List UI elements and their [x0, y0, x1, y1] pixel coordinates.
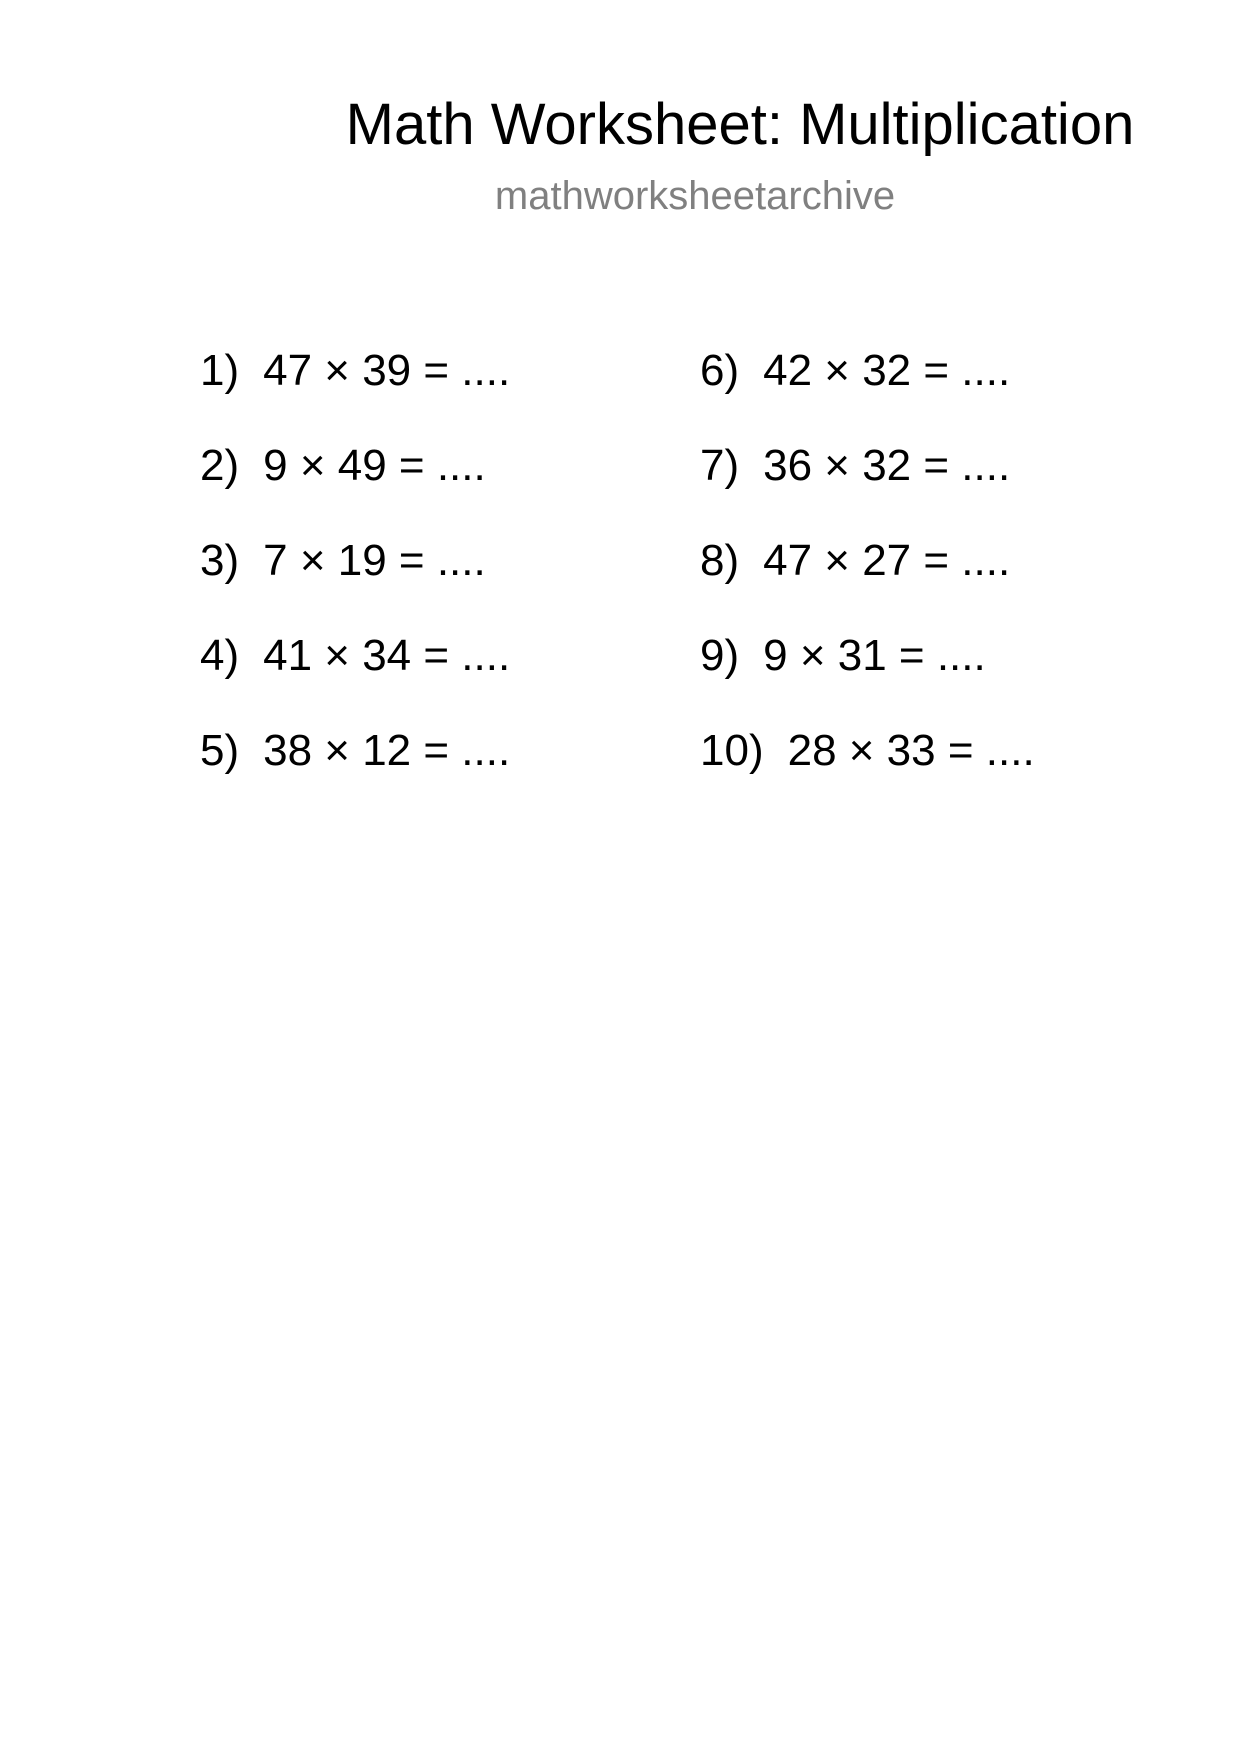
problem-item [700, 345, 1035, 440]
problem-number: 1) [200, 346, 240, 395]
problem-expression: 36 × 32 = .... [763, 441, 1011, 490]
problem-number: 4) [200, 631, 240, 680]
page-title: Math Worksheet: Multiplication [345, 92, 1135, 157]
problem-number: 10) [700, 726, 764, 775]
problem-expression: 47 × 39 = .... [263, 346, 511, 395]
problem-item [200, 630, 510, 725]
worksheet-header [0, 92, 1240, 219]
problem-item [200, 535, 510, 630]
problem-expression: 38 × 12 = .... [263, 726, 511, 775]
problem-expression: 9 × 31 = .... [763, 631, 986, 680]
problem-expression: 42 × 32 = .... [763, 346, 1011, 395]
problem-number: 3) [200, 536, 240, 585]
problem-item [700, 440, 1035, 535]
problem-number: 7) [700, 441, 740, 490]
problem-item [200, 345, 510, 440]
problem-expression: 41 × 34 = .... [263, 631, 511, 680]
problem-expression: 9 × 49 = .... [263, 441, 486, 490]
problem-number: 9) [700, 631, 740, 680]
problem-column-right [700, 345, 1035, 820]
problem-number: 6) [700, 346, 740, 395]
problem-number: 8) [700, 536, 740, 585]
problem-number: 2) [200, 441, 240, 490]
problem-item [200, 440, 510, 535]
problem-expression: 7 × 19 = .... [263, 536, 486, 585]
problem-column-left [200, 345, 510, 820]
problem-item [700, 630, 1035, 725]
problem-item [700, 535, 1035, 630]
page-subtitle: mathworksheetarchive [494, 173, 896, 218]
problem-expression: 28 × 33 = .... [787, 726, 1035, 775]
problem-expression: 47 × 27 = .... [763, 536, 1011, 585]
problem-item [700, 725, 1035, 820]
problem-item [200, 725, 510, 820]
problem-number: 5) [200, 726, 240, 775]
